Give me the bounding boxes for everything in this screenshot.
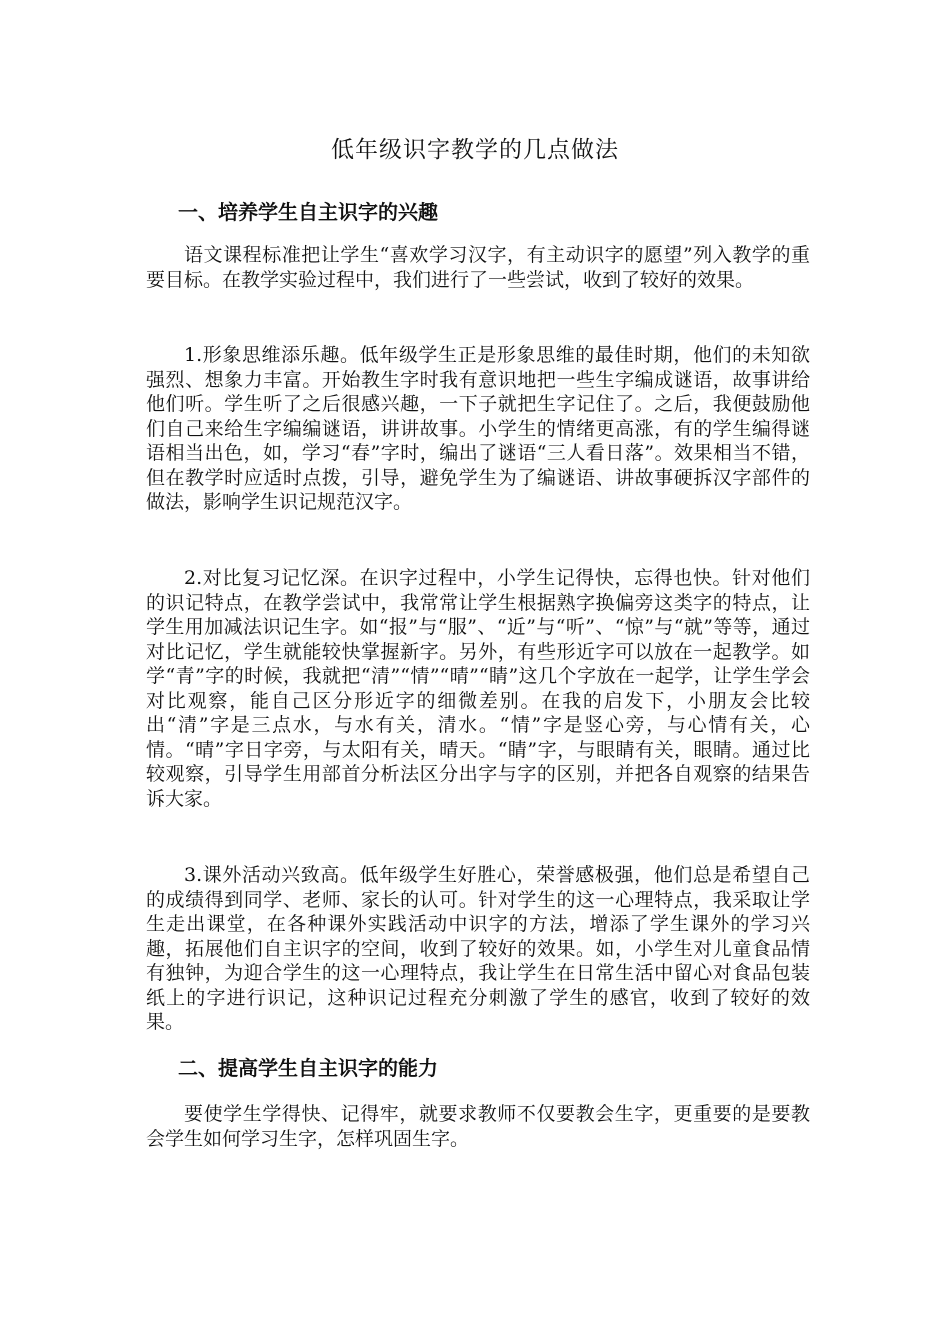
section-2-heading: 二、提高学生自主识字的能力 — [178, 1056, 438, 1080]
section-1-heading: 一、培养学生自主识字的兴趣 — [178, 200, 438, 224]
section-1-point-3-paragraph: 3.课外活动兴致高。低年级学生好胜心，荣誉感极强，他们总是希望自己的成绩得到同学、老师、家长的认可。针对学生的这一心理特点，我采取让学生走出课堂，在各种课外实践活动中识字的方法，增添了学生课外的学习兴趣，拓展他们自主识字的空间，收到了较好的效果。如，小学生对儿童食品情有独钟，为迎合学生的这一心理特点，我让学生在日常生活中留心对食品包装纸上的字进行识记，这种识记过程充分刺激了学生的感官，收到了较好的效果。 — [146, 864, 810, 1033]
section-2-intro-paragraph: 要使学生学得快、记得牢，就要求教师不仅要教会生字，更重要的是要教会学生如何学习生字，怎样巩固生字。 — [146, 1103, 810, 1150]
section-1-intro-paragraph: 语文课程标准把让学生“喜欢学习汉字，有主动识字的愿望”列入教学的重要目标。在教学实验过程中，我们进行了一些尝试，收到了较好的效果。 — [146, 244, 810, 291]
section-1-point-2-paragraph: 2.对比复习记忆深。在识字过程中，小学生记得快，忘得也快。针对他们的识记特点，在教学尝试中，我常常让学生根据熟字换偏旁这类字的特点，让学生用加减法识记生字。如“报”与“服”、“近”与“听”、“惊”与“就”等等，通过对比记忆，学生就能较快掌握新字。另外，有些形近字可以放在一起教学。如学“青”字的时候，我就把“清”“情”“晴”“睛”这几个字放在一起学，让学生学会对比观察，能自己区分形近字的细微差别。在我的启发下，小朋友会比较出“清”字是三点水，与水有关，清水。“情”字是竖心旁，与心情有关，心情。“晴”字日字旁，与太阳有关，晴天。“睛”字，与眼睛有关，眼睛。通过比较观察，引导学生用部首分析法区分出字与字的区别，并把各自观察的结果告诉大家。 — [146, 567, 810, 810]
document-title: 低年级识字教学的几点做法 — [331, 137, 619, 163]
section-1-point-1-paragraph: 1.形象思维添乐趣。低年级学生正是形象思维的最佳时期，他们的未知欲强烈、想象力丰富。开始教生字时我有意识地把一些生字编成谜语，故事讲给他们听。学生听了之后很感兴趣，一下子就把生字记住了。之后，我便鼓励他们自己来给生字编编谜语，讲讲故事。小学生的情绪更高涨，有的学生编得谜语相当出色，如，学习“春”字时，编出了谜语“三人看日落”。效果相当不错，但在教学时应适时点拨，引导，避免学生为了编谜语、讲故事硬拆汉字部件的做法，影响学生识记规范汉字。 — [146, 344, 810, 513]
